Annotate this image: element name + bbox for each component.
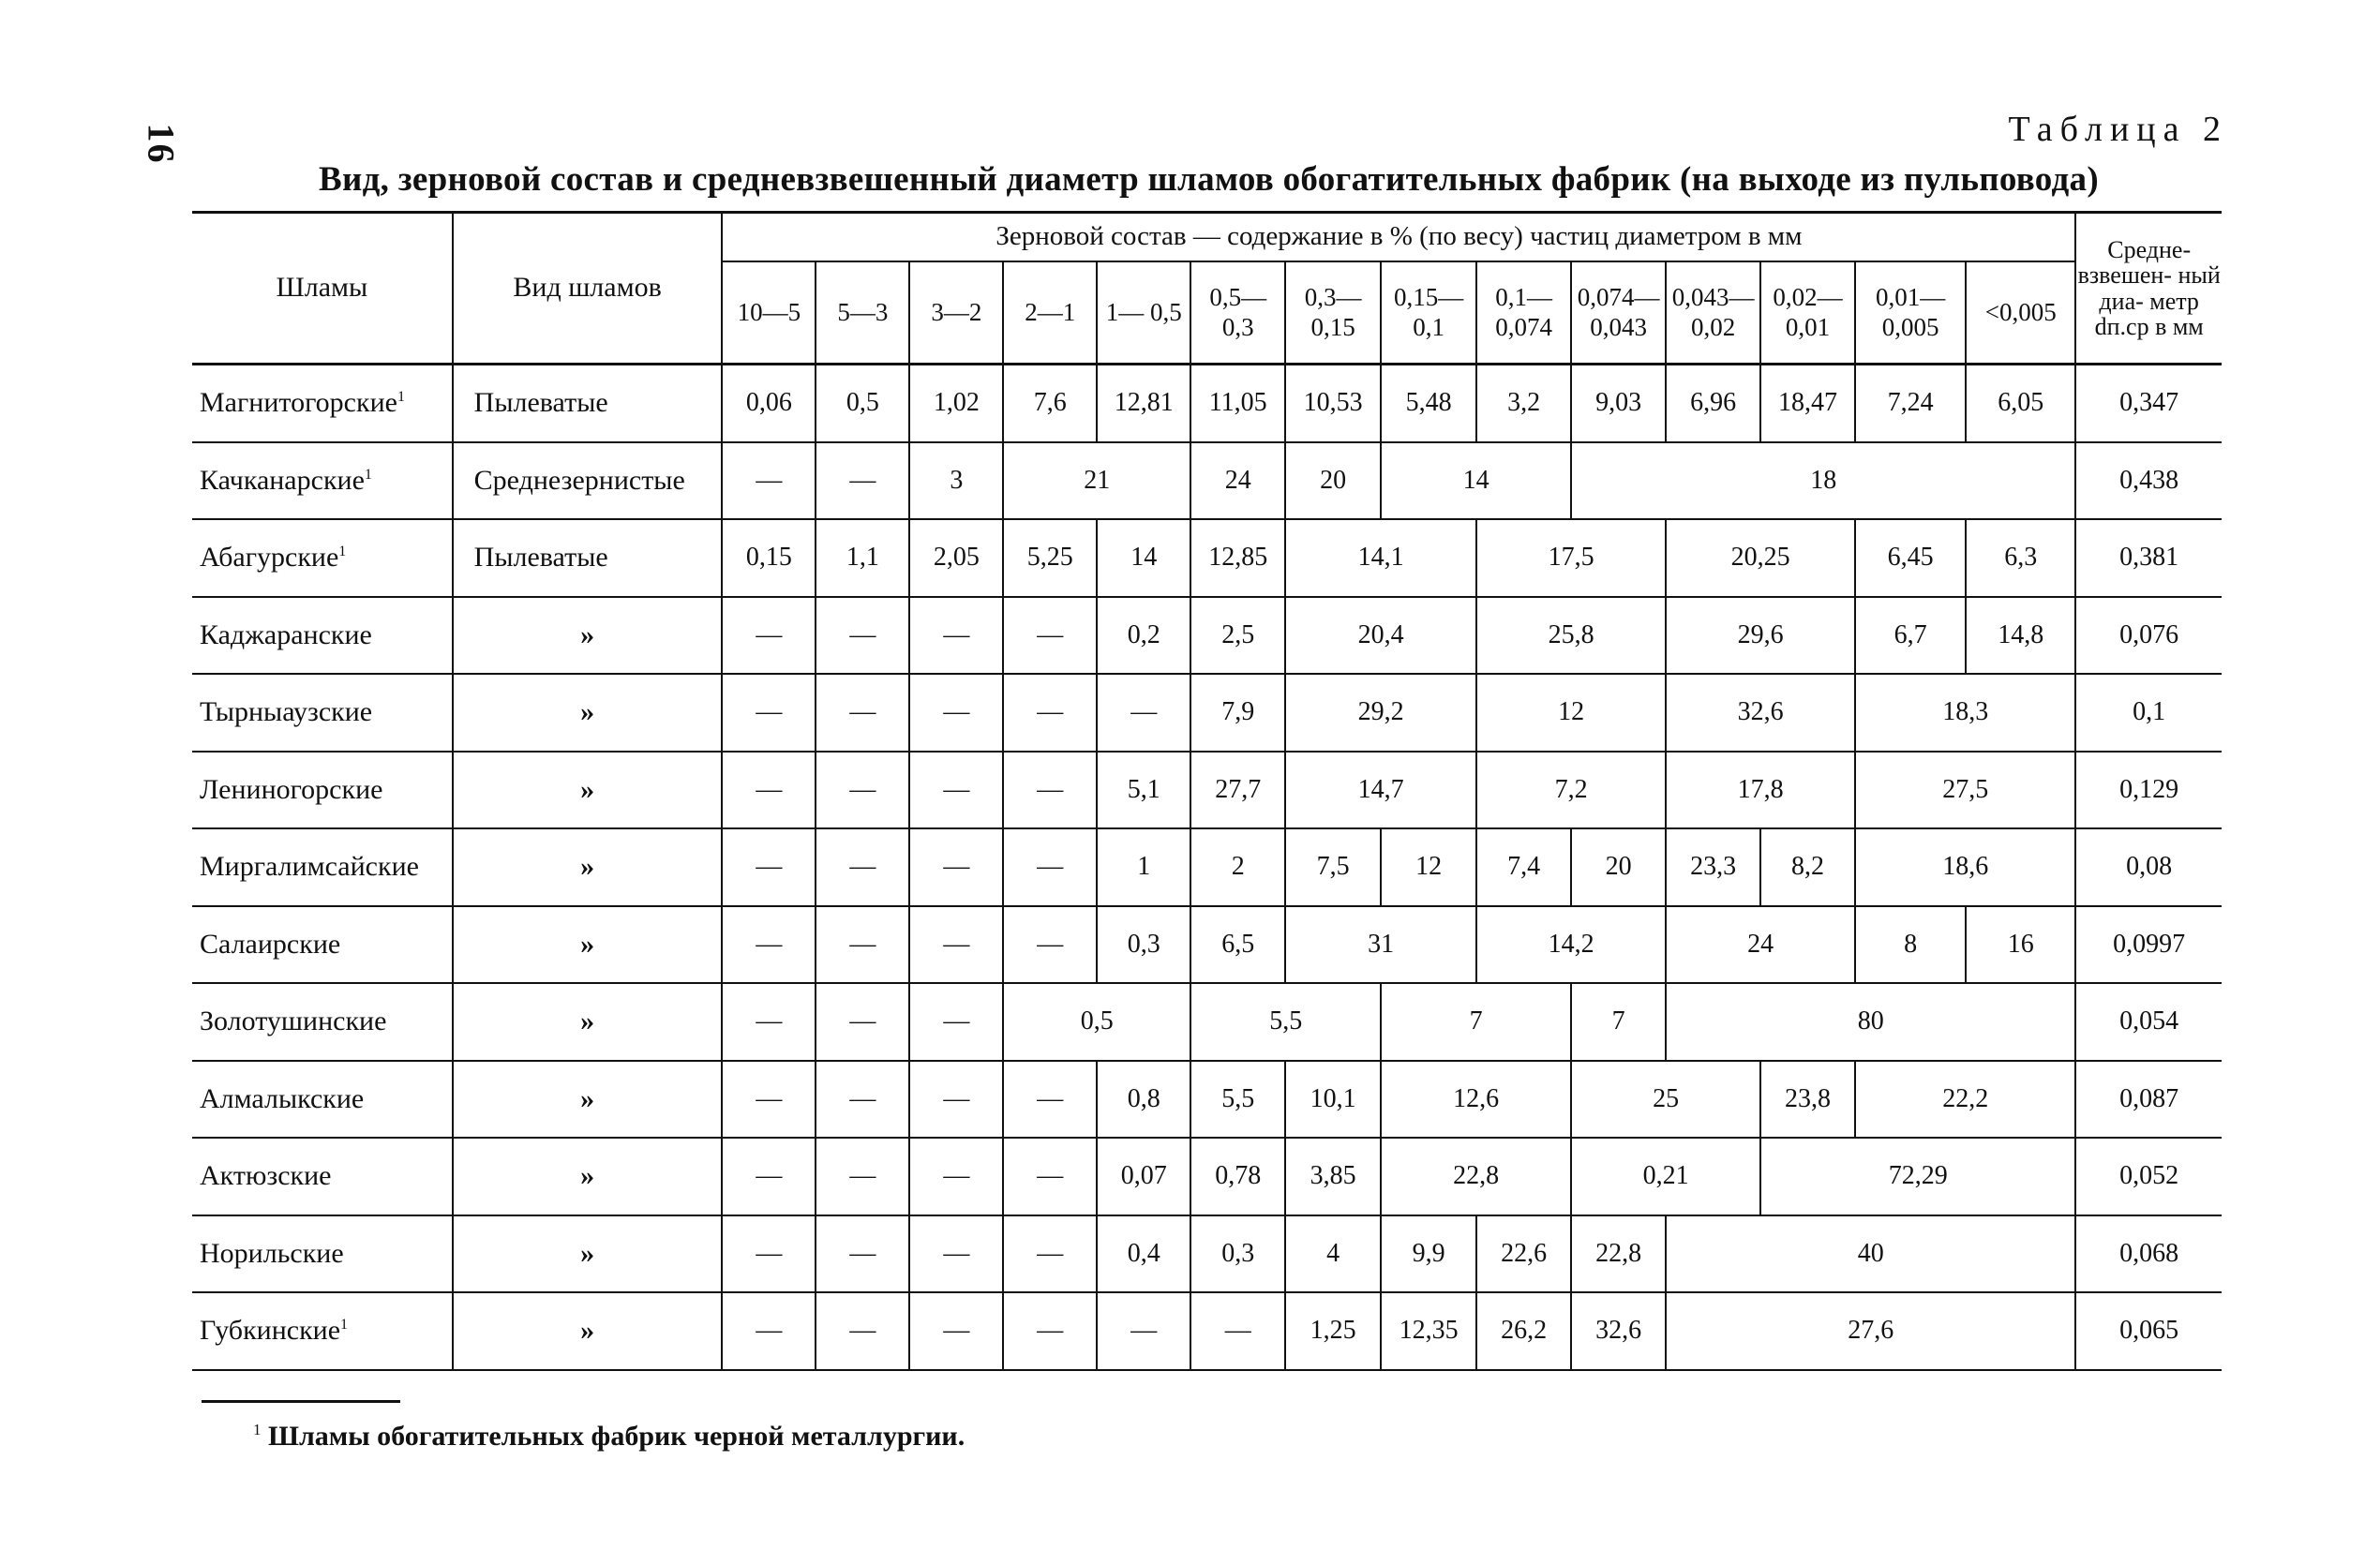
mean-diameter: 0,438 [2075,442,2222,520]
sludge-name [192,906,453,984]
sludge-name-text: Лениногорские [200,773,383,805]
grain-value: 0,78 [1190,1138,1285,1215]
range-header: 0,02— 0,01 [1760,261,1855,365]
grain-value: 6,05 [1966,365,2075,442]
sludge-name [192,442,453,520]
grain-value: 14 [1097,519,1190,597]
grain-value: 7,9 [1190,674,1285,752]
grain-value: 0,15 [722,519,816,597]
grain-value: — [1097,1292,1190,1370]
table-row [192,1292,2222,1370]
sludge-type: Среднезернистые [453,442,723,520]
grain-value: — [722,906,816,984]
grain-value: — [1097,674,1190,752]
grain-value: 5,48 [1381,365,1476,442]
grain-value: 7,2 [1476,752,1666,829]
grain-value: 0,3 [1190,1215,1285,1293]
grain-value: 10,53 [1285,365,1381,442]
grain-value: 6,5 [1190,906,1285,984]
grain-value: 72,29 [1760,1138,2075,1215]
grain-value: 11,05 [1190,365,1285,442]
grain-value: 0,06 [722,365,816,442]
sludge-type: » [453,983,723,1061]
sludge-name-text: Золотушинские [200,1006,387,1036]
range-header: 3—2 [909,261,1003,365]
grain-value: 12,81 [1097,365,1190,442]
grain-value: — [722,1292,816,1370]
sludge-name [192,1061,453,1139]
grain-value: 17,8 [1666,752,1855,829]
table-row [192,1215,2222,1293]
grain-value: — [909,752,1003,829]
footnote [253,1421,965,1453]
sludge-name-text: Тырныаузские [200,696,373,727]
table-title: Вид, зерновой состав и средневзвешенный диаметр шламов обогатительных фабрик (на выходе из пульповода) [319,160,2099,199]
footnote-rule [202,1400,400,1403]
grain-value: 21 [1003,442,1190,520]
grain-value: — [909,1061,1003,1139]
grain-value: 8,2 [1760,828,1855,906]
grain-value: 7 [1571,983,1666,1061]
grain-value: — [909,674,1003,752]
grain-value: 18,6 [1855,828,2075,906]
grain-value: 26,2 [1476,1292,1571,1370]
grain-value: 32,6 [1571,1292,1666,1370]
grain-value: 32,6 [1666,674,1855,752]
grain-value: 14,8 [1966,597,2075,675]
grain-value: — [909,597,1003,675]
grain-value: 12,6 [1381,1061,1571,1139]
sludge-name [192,519,453,597]
grain-value: 18 [1571,442,2075,520]
grain-value: 1,25 [1285,1292,1381,1370]
table-row [192,983,2222,1061]
grain-value: 25,8 [1476,597,1666,675]
grain-value: — [909,1138,1003,1215]
grain-value: 6,96 [1666,365,1760,442]
grain-value: 9,03 [1571,365,1666,442]
range-header: 0,5— 0,3 [1190,261,1285,365]
mean-diameter: 0,347 [2075,365,2222,442]
grain-value: — [909,906,1003,984]
grain-value: 7,5 [1285,828,1381,906]
sludge-name-text: Качканарские [200,464,365,496]
sludge-name [192,828,453,906]
mean-diameter: 0,1 [2075,674,2222,752]
sludge-type: » [453,1215,723,1293]
range-header: <0,005 [1966,261,2075,365]
table-row [192,519,2222,597]
table-row [192,674,2222,752]
range-header: 0,01— 0,005 [1855,261,1966,365]
grain-value: 20 [1285,442,1381,520]
sludge-name-text: Магнитогорские [200,387,397,418]
grain-value: 7,6 [1003,365,1097,442]
mean-diameter: 0,08 [2075,828,2222,906]
grain-value: 2,5 [1190,597,1285,675]
grain-value: — [816,1138,909,1215]
grain-value: — [816,674,909,752]
grain-value: 17,5 [1476,519,1666,597]
grain-value: 1,02 [909,365,1003,442]
sludge-name [192,1138,453,1215]
grain-value: — [816,906,909,984]
grain-value: 8 [1855,906,1966,984]
grain-value: 24 [1666,906,1855,984]
grain-value: 14,1 [1285,519,1476,597]
col-header-sludge: Шламы [192,213,453,365]
sludge-name-text: Миргалимсайские [200,851,419,882]
grain-value: 29,2 [1285,674,1476,752]
grain-value: — [722,442,816,520]
grain-value: — [816,1215,909,1293]
grain-value: 20 [1571,828,1666,906]
grain-value: 18,3 [1855,674,2075,752]
grain-value: 12,35 [1381,1292,1476,1370]
table-row [192,752,2222,829]
grain-value: 3,85 [1285,1138,1381,1215]
grain-value: 1 [1097,828,1190,906]
table-row [192,597,2222,675]
grain-value: 80 [1666,983,2075,1061]
grain-value: 22,6 [1476,1215,1571,1293]
mean-diameter: 0,065 [2075,1292,2222,1370]
sludge-name [192,674,453,752]
grain-value: — [722,1215,816,1293]
grain-value: — [722,1138,816,1215]
table-row [192,1138,2222,1215]
grain-value: — [909,983,1003,1061]
mean-diameter: 0,068 [2075,1215,2222,1293]
grain-value: — [1003,906,1097,984]
grain-value: 0,21 [1571,1138,1760,1215]
grain-value: — [722,597,816,675]
grain-value: — [1003,828,1097,906]
grain-value: — [1003,1138,1097,1215]
page-number: 16 [140,123,183,165]
grain-value: 1,1 [816,519,909,597]
grain-value: 14,2 [1476,906,1666,984]
table-row [192,442,2222,520]
mean-diameter: 0,054 [2075,983,2222,1061]
sludge-type: » [453,1061,723,1139]
grain-value: 5,1 [1097,752,1190,829]
grain-value: 10,1 [1285,1061,1381,1139]
grain-value: 22,8 [1571,1215,1666,1293]
grain-value: 0,3 [1097,906,1190,984]
grain-value: 7 [1381,983,1571,1061]
mean-diameter: 0,0997 [2075,906,2222,984]
grain-value: — [816,828,909,906]
grain-value: 3 [909,442,1003,520]
sludge-name [192,752,453,829]
range-header: 5—3 [816,261,909,365]
grain-value: — [816,1061,909,1139]
grain-value: 5,5 [1190,1061,1285,1139]
grain-value: 23,8 [1760,1061,1855,1139]
sludge-name [192,365,453,442]
sludge-name [192,983,453,1061]
grain-value: 0,8 [1097,1061,1190,1139]
range-header: 0,3— 0,15 [1285,261,1381,365]
grain-value: 2 [1190,828,1285,906]
range-header: 1— 0,5 [1097,261,1190,365]
grain-value: — [1003,752,1097,829]
grain-value: — [1003,1215,1097,1293]
range-header: 0,15— 0,1 [1381,261,1476,365]
range-header: 0,1— 0,074 [1476,261,1571,365]
grain-value: 14,7 [1285,752,1476,829]
grain-value: — [1003,1061,1097,1139]
grain-value: — [909,1292,1003,1370]
col-header-grain-composition: Зерновой состав — содержание в % (по весу) частиц диаметром в мм [722,213,2075,262]
grain-value: 27,5 [1855,752,2075,829]
grain-value: 12,85 [1190,519,1285,597]
sludge-name-text: Абагурские [200,542,339,573]
col-header-mean-diameter: Средне- взвешен- ный диа- метр dп.ср в мм [2075,213,2222,365]
grain-value: 0,07 [1097,1138,1190,1215]
sludge-name [192,597,453,675]
sludge-type: » [453,597,723,675]
grain-value: 2,05 [909,519,1003,597]
sludge-type: Пылеватые [453,365,723,442]
sludge-name [192,1292,453,1370]
grain-value: — [1190,1292,1285,1370]
sludge-type: » [453,752,723,829]
grain-value: 0,5 [816,365,909,442]
sludge-name-text: Губкинские [200,1315,341,1346]
grain-value: 6,45 [1855,519,1966,597]
col-header-type: Вид шламов [453,213,723,365]
grain-value: 40 [1666,1215,2075,1293]
table-row [192,906,2222,984]
footnote-ref: 1 [338,544,347,559]
sludge-type: Пылеватые [453,519,723,597]
grain-value: 6,3 [1966,519,2075,597]
grain-value: 29,6 [1666,597,1855,675]
grain-value: 25 [1571,1061,1760,1139]
grain-value: 27,7 [1190,752,1285,829]
grain-value: 7,24 [1855,365,1966,442]
table-body [192,365,2222,1370]
grain-value: 5,25 [1003,519,1097,597]
grain-value: — [722,752,816,829]
grain-value: — [1003,674,1097,752]
grain-value: — [722,983,816,1061]
grain-value: — [1003,1292,1097,1370]
grain-value: 16 [1966,906,2075,984]
table-row [192,1061,2222,1139]
grain-value: — [816,597,909,675]
grain-value: — [722,1061,816,1139]
sludge-name-text: Алмалыкские [200,1082,365,1114]
sludge-name-text: Салаирские [200,928,341,960]
grain-value: 0,2 [1097,597,1190,675]
table-row [192,828,2222,906]
mean-diameter: 0,052 [2075,1138,2222,1215]
grain-value: 12 [1381,828,1476,906]
grain-value: 4 [1285,1215,1381,1293]
grain-value: — [816,442,909,520]
grain-value: 9,9 [1381,1215,1476,1293]
grain-value: 18,47 [1760,365,1855,442]
sludge-type: » [453,906,723,984]
sludge-type: » [453,828,723,906]
grain-value: 6,7 [1855,597,1966,675]
mean-diameter: 0,129 [2075,752,2222,829]
grain-value: — [816,983,909,1061]
range-header: 0,074— 0,043 [1571,261,1666,365]
grain-value: — [1003,597,1097,675]
grain-composition-table [192,211,2222,1371]
sludge-type: » [453,1292,723,1370]
grain-value: — [816,1292,909,1370]
grain-value: 27,6 [1666,1292,2075,1370]
sludge-name-text: Каджаранские [200,619,372,650]
grain-value: — [722,828,816,906]
grain-value: 3,2 [1476,365,1571,442]
range-header: 10—5 [722,261,816,365]
grain-value: 20,25 [1666,519,1855,597]
mean-diameter: 0,087 [2075,1061,2222,1139]
grain-value: 12 [1476,674,1666,752]
grain-value: 7,4 [1476,828,1571,906]
footnote-ref: 1 [397,389,405,405]
grain-value: 14 [1381,442,1571,520]
grain-value: — [909,828,1003,906]
sludge-name [192,1215,453,1293]
footnote-ref: 1 [364,466,372,483]
grain-value: 22,2 [1855,1061,2075,1139]
sludge-name-text: Актюзские [200,1160,332,1191]
footnote-text: Шламы обогатительных фабрик черной металлургии. [268,1421,965,1452]
grain-value: 5,5 [1190,983,1381,1061]
footnote-ref: 1 [340,1317,349,1333]
mean-diameter: 0,381 [2075,519,2222,597]
sludge-type: » [453,1138,723,1215]
grain-value: 23,3 [1666,828,1760,906]
grain-value: 20,4 [1285,597,1476,675]
grain-value: — [816,752,909,829]
sludge-type: » [453,674,723,752]
grain-value: — [722,674,816,752]
table-row [192,365,2222,442]
footnote-mark: 1 [253,1421,262,1438]
grain-value: — [909,1215,1003,1293]
grain-value: 0,4 [1097,1215,1190,1293]
grain-value: 24 [1190,442,1285,520]
grain-value: 31 [1285,906,1476,984]
mean-diameter: 0,076 [2075,597,2222,675]
range-header: 2—1 [1003,261,1097,365]
sludge-name-text: Норильские [200,1237,344,1269]
table-label: Таблица 2 [2008,110,2228,149]
range-header: 0,043— 0,02 [1666,261,1760,365]
grain-value: 22,8 [1381,1138,1571,1215]
grain-value: 0,5 [1003,983,1190,1061]
